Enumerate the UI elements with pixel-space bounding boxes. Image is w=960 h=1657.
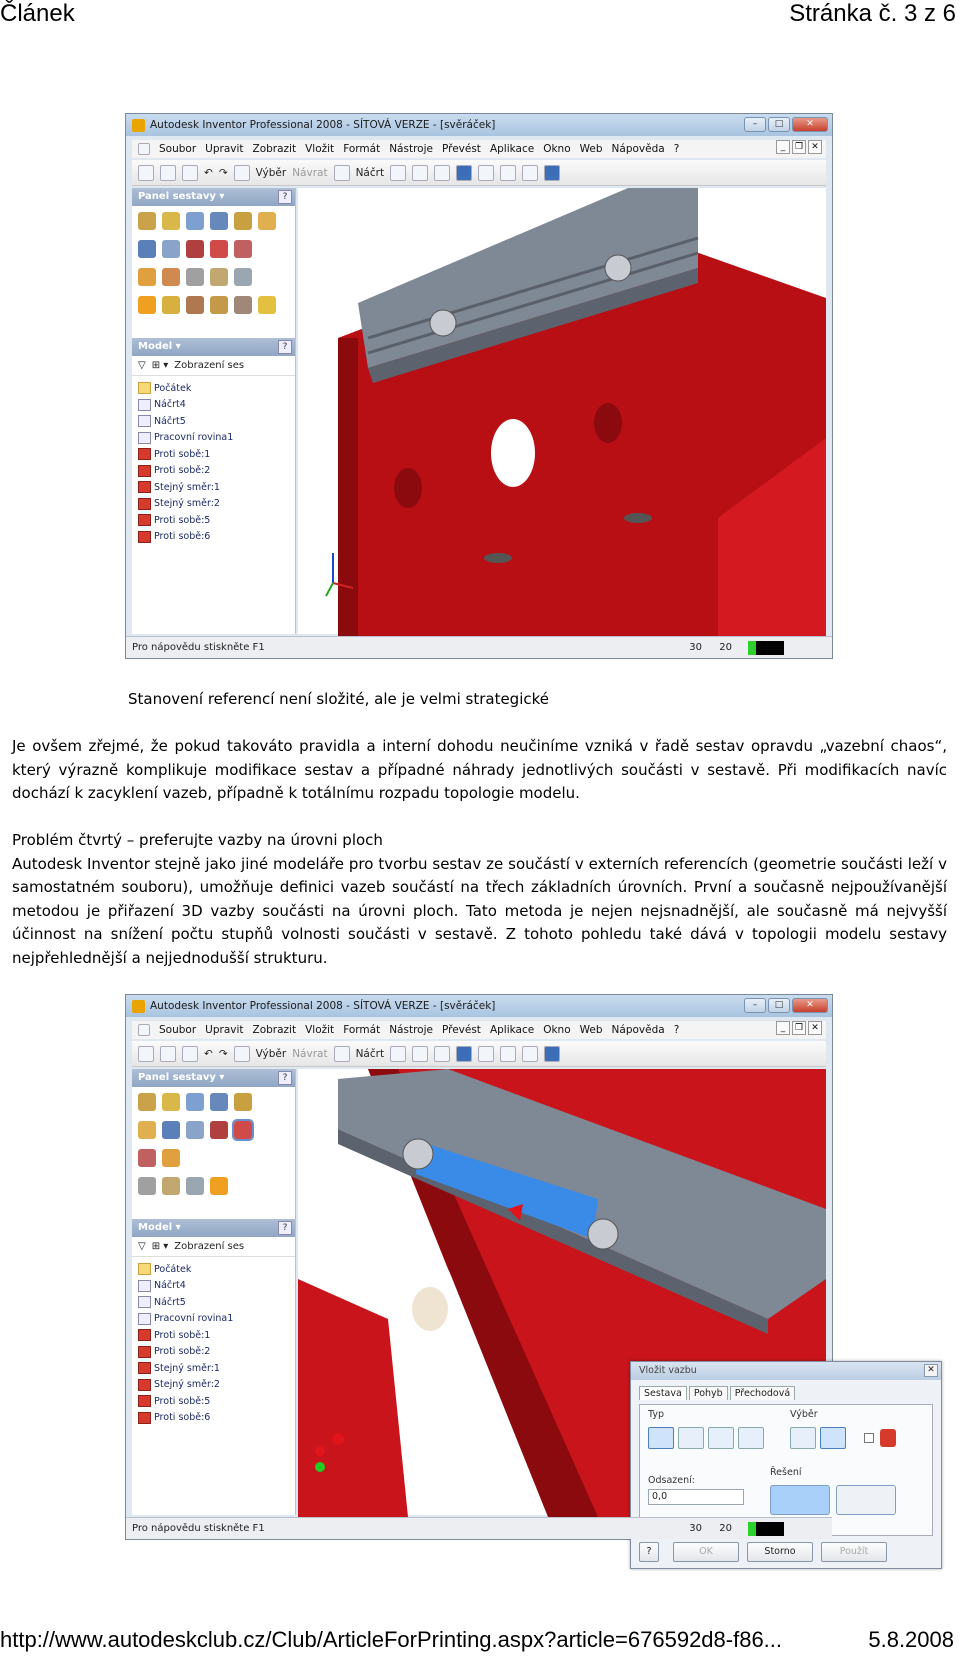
look-at-icon[interactable] xyxy=(522,165,538,181)
sketch-icon[interactable] xyxy=(334,1046,350,1062)
help-icon[interactable]: ? xyxy=(673,143,680,155)
tree-item[interactable]: Stejný směr:1 xyxy=(138,1360,295,1377)
menu-napoveda[interactable]: Nápověda xyxy=(611,143,665,155)
new-file-icon[interactable] xyxy=(138,1046,154,1062)
library-icon[interactable] xyxy=(186,296,204,314)
adaptive-icon[interactable] xyxy=(210,296,228,314)
open-file-icon[interactable] xyxy=(160,1046,176,1062)
redo-icon[interactable]: ↷ xyxy=(218,1047,228,1060)
window-title: Autodesk Inventor Professional 2008 - SÍTOVÁ VERZE - [svěráček] xyxy=(150,1000,496,1012)
select-tool-label[interactable]: Výběr xyxy=(255,166,287,179)
workplane-icon xyxy=(138,1313,151,1325)
menu-nastroje[interactable]: Nástroje xyxy=(389,143,433,155)
sketch-icon[interactable] xyxy=(334,165,350,181)
mdi-restore-icon[interactable]: ❐ xyxy=(792,140,806,154)
offset-input[interactable]: 0,0 xyxy=(648,1489,744,1505)
mate-constraint-icon xyxy=(138,1346,151,1358)
window-titlebar xyxy=(126,995,832,1017)
tree-item[interactable]: Stejný směr:2 xyxy=(138,496,295,513)
pick-part-icon xyxy=(880,1429,896,1447)
model-side-face xyxy=(338,338,358,636)
return-button[interactable]: Návrat xyxy=(292,166,328,179)
filter-icon[interactable]: ▽ xyxy=(138,1241,146,1252)
save-icon[interactable] xyxy=(182,165,198,181)
app-menu-icon[interactable] xyxy=(138,143,150,155)
constraint-icon[interactable] xyxy=(210,212,228,230)
inventor-app-icon xyxy=(132,119,145,132)
tree-item[interactable]: Proti sobě:5 xyxy=(138,512,295,529)
mate-constraint-icon xyxy=(138,465,151,477)
mate-constraint-icon xyxy=(138,514,151,526)
inventor-screenshot-2 xyxy=(125,994,935,1557)
menu-format[interactable]: Formát xyxy=(343,143,381,155)
browser-pane xyxy=(132,1069,296,1515)
status-count-1: 30 xyxy=(689,1523,702,1534)
footer-date: 5.8.2008 xyxy=(868,1627,954,1652)
offset-label: Odsazení: xyxy=(648,1475,695,1486)
insert-constraint-icon[interactable] xyxy=(234,1121,252,1139)
menu-vlozit[interactable]: Vložit xyxy=(305,1024,335,1036)
model-side-face xyxy=(298,1279,408,1517)
standard-toolbar xyxy=(132,1041,826,1067)
redo-icon[interactable]: ↷ xyxy=(218,166,228,179)
dialog-help-icon[interactable]: ? xyxy=(639,1542,659,1562)
app-menu-icon[interactable] xyxy=(138,1024,150,1036)
menu-aplikace[interactable]: Aplikace xyxy=(489,1024,535,1036)
create-component-icon[interactable] xyxy=(162,1093,180,1111)
tree-item[interactable]: Proti sobě:5 xyxy=(138,1393,295,1410)
minimize-icon[interactable]: – xyxy=(744,117,766,132)
paragraph-2 xyxy=(12,829,947,970)
tree-item[interactable]: Náčrt4 xyxy=(138,1278,295,1295)
dialog-title: Vložit vazbu xyxy=(631,1362,941,1380)
sketch-button[interactable]: Náčrt xyxy=(355,166,385,179)
rotate-component-icon[interactable] xyxy=(138,240,156,258)
status-count-2: 20 xyxy=(719,642,732,653)
flush-constraint-icon xyxy=(138,498,151,510)
pattern-icon[interactable] xyxy=(186,1093,204,1111)
menu-prevest[interactable]: Převést xyxy=(441,143,481,155)
pan-icon[interactable] xyxy=(456,165,472,181)
tree-item[interactable]: Pracovní rovina1 xyxy=(138,430,295,447)
move-icon[interactable] xyxy=(138,1121,156,1139)
bom-icon[interactable] xyxy=(162,296,180,314)
sketch-node-icon xyxy=(138,399,151,411)
grid-icon[interactable] xyxy=(186,268,204,286)
save-icon[interactable] xyxy=(182,1046,198,1062)
new-file-icon[interactable] xyxy=(138,165,154,181)
mate-icon[interactable] xyxy=(138,1149,156,1167)
tree-item[interactable]: Náčrt5 xyxy=(138,413,295,430)
open-file-icon[interactable] xyxy=(160,165,176,181)
close-icon[interactable]: ✕ xyxy=(792,998,828,1013)
filter-icon[interactable]: ▽ xyxy=(138,360,146,371)
undo-icon[interactable]: ↶ xyxy=(204,166,213,179)
panel-help-icon[interactable]: ? xyxy=(278,190,292,204)
weld-icon[interactable] xyxy=(138,268,156,286)
tab-motion[interactable]: Pohyb xyxy=(689,1386,728,1400)
menu-vlozit[interactable]: Vložit xyxy=(305,143,335,155)
return-button[interactable]: Návrat xyxy=(292,1047,328,1060)
assembly-panel-title: Panel sestavy ▾ xyxy=(138,1072,225,1083)
paragraph-2-text: Autodesk Inventor stejně jako jiné modeláře pro tvorbu sestav ze součástí v externích referencích (geometrie součásti leží v samostatném souboru), umožňuje definici vazeb součástí na třech základních úrovních. První a současně nejpoužívanější metodou je přiřazení 3D vazby součásti na úrovni ploch. Tato metoda je nejen nejsnadnější, ale současně má nejvyšší účinnost na snížení počtu stupňů volnosti součásti v sestavě. Z tohoto pohledu také dává v topologii modelu sestavy nejpřehlednější a nejjednodušší strukturu. xyxy=(12,854,947,967)
flush-solution-icon[interactable] xyxy=(836,1485,896,1515)
graphics-window[interactable] xyxy=(298,188,826,634)
sketch-node-icon xyxy=(138,415,151,427)
menu-upravit[interactable]: Upravit xyxy=(205,143,244,155)
paragraph-1 xyxy=(12,735,947,806)
footer-url[interactable]: http://www.autodeskclub.cz/Club/ArticleForPrinting.aspx?article=676592d8-f86... xyxy=(0,1627,783,1652)
box-icon[interactable] xyxy=(162,1177,180,1195)
menu-nastroje[interactable]: Nástroje xyxy=(389,1024,433,1036)
zoom-all-icon[interactable] xyxy=(390,165,406,181)
sheet-icon[interactable] xyxy=(186,1177,204,1195)
status-count-1: 30 xyxy=(689,642,702,653)
menu-prevest[interactable]: Převést xyxy=(441,1024,481,1036)
dialog-close-icon[interactable]: ✕ xyxy=(924,1364,938,1377)
sheet-icon[interactable] xyxy=(234,268,252,286)
mdi-minimize-icon[interactable]: _ xyxy=(776,140,790,154)
apply-button[interactable]: Použít xyxy=(821,1542,887,1562)
tree-item[interactable]: Proti sobě:2 xyxy=(138,1344,295,1361)
model-hole xyxy=(484,553,512,563)
weld-icon[interactable] xyxy=(162,1149,180,1167)
status-text: Pro nápovědu stiskněte F1 xyxy=(132,642,265,653)
assembly-panel-title: Panel sestavy ▾ xyxy=(138,191,225,202)
tree-options-icon[interactable]: ⊞ ▾ xyxy=(151,360,169,371)
place-component-icon[interactable] xyxy=(138,212,156,230)
tree-item[interactable]: Proti sobě:6 xyxy=(138,529,295,546)
cancel-button[interactable]: Storno xyxy=(747,1542,813,1562)
page-header-left: Článek xyxy=(0,0,75,27)
maximize-icon[interactable]: □ xyxy=(768,998,790,1013)
workpoint-icon[interactable] xyxy=(210,1177,228,1195)
section-icon[interactable] xyxy=(162,240,180,258)
status-count-2: 20 xyxy=(719,1523,732,1534)
menu-soubor[interactable]: Soubor xyxy=(159,1024,197,1036)
window-titlebar xyxy=(126,114,832,136)
mate-constraint-icon xyxy=(138,448,151,460)
mdi-close-icon[interactable]: ✕ xyxy=(808,1021,822,1035)
tree-item[interactable]: Náčrt5 xyxy=(138,1294,295,1311)
tree-item[interactable]: Stejný směr:1 xyxy=(138,479,295,496)
selection-group-label: Výběr xyxy=(790,1409,818,1420)
tab-transitional[interactable]: Přechodová xyxy=(730,1386,795,1400)
select-tool-icon[interactable] xyxy=(234,1046,250,1062)
assembly-panel-header[interactable] xyxy=(132,188,295,206)
model-hole xyxy=(594,403,622,443)
grid-icon[interactable] xyxy=(138,1177,156,1195)
menu-napoveda[interactable]: Nápověda xyxy=(611,1024,665,1036)
solution-group-label: Řešení xyxy=(770,1467,802,1478)
box-icon[interactable] xyxy=(210,268,228,286)
folder-icon xyxy=(138,1263,151,1275)
flush-constraint-icon xyxy=(138,1362,151,1374)
mate-solution-icon[interactable] xyxy=(770,1485,830,1515)
status-indicator xyxy=(748,641,784,655)
look-at-icon[interactable] xyxy=(522,1046,538,1062)
select-tool-icon[interactable] xyxy=(234,165,250,181)
triad-y-axis xyxy=(315,1446,325,1456)
menu-bar xyxy=(132,140,826,158)
mate-constraint-icon xyxy=(138,531,151,543)
bolt-icon[interactable] xyxy=(162,268,180,286)
model-hole xyxy=(491,419,535,487)
menu-okno[interactable]: Okno xyxy=(543,1024,571,1036)
tree-item[interactable]: Proti sobě:6 xyxy=(138,1410,295,1427)
model-hole xyxy=(394,468,422,508)
menu-zobrazit[interactable]: Zobrazit xyxy=(252,143,297,155)
page-header-right: Stránka č. 3 z 6 xyxy=(789,0,956,27)
maximize-icon[interactable]: □ xyxy=(768,117,790,132)
menu-zobrazit[interactable]: Zobrazit xyxy=(252,1024,297,1036)
mate-constraint-icon xyxy=(138,1395,151,1407)
help-icon[interactable]: ? xyxy=(673,1024,680,1036)
zoom-icon[interactable] xyxy=(434,1046,450,1062)
tree-item[interactable]: Náčrt4 xyxy=(138,397,295,414)
screw-head xyxy=(588,1219,618,1249)
zoom-selected-icon[interactable] xyxy=(478,1046,494,1062)
sketch-node-icon xyxy=(138,1280,151,1292)
pattern-icon[interactable] xyxy=(186,212,204,230)
cut-icon[interactable] xyxy=(210,1121,228,1139)
model-panel-title: Model ▾ xyxy=(138,1222,181,1233)
standard-toolbar xyxy=(132,160,826,186)
browser-pane xyxy=(132,188,296,634)
sketch-node-icon xyxy=(138,1296,151,1308)
mate-type-icon[interactable] xyxy=(648,1427,674,1449)
tree-display-label[interactable]: Zobrazení ses xyxy=(174,1241,245,1252)
rotate-icon[interactable] xyxy=(500,165,516,181)
undo-icon[interactable]: ↶ xyxy=(204,1047,213,1060)
panel-help-icon[interactable]: ? xyxy=(278,1071,292,1085)
model-tree xyxy=(132,376,295,545)
promote-icon[interactable] xyxy=(258,296,276,314)
triad-y-axis xyxy=(326,583,333,596)
figure-caption: Stanovení referencí není složité, ale je velmi strategické xyxy=(128,690,550,708)
menu-okno[interactable]: Okno xyxy=(543,143,571,155)
tree-item[interactable]: Proti sobě:2 xyxy=(138,463,295,480)
status-indicator xyxy=(748,1522,784,1536)
flush-constraint-icon xyxy=(138,1379,151,1391)
mate-icon[interactable] xyxy=(210,240,228,258)
triad-z-axis xyxy=(315,1462,325,1472)
display-mode-icon[interactable] xyxy=(544,1046,560,1062)
replace-icon[interactable] xyxy=(234,1093,252,1111)
rotate-icon[interactable] xyxy=(500,1046,516,1062)
tree-item[interactable]: Pracovní rovina1 xyxy=(138,1311,295,1328)
status-bar xyxy=(126,1517,832,1539)
tangent-type-icon[interactable] xyxy=(708,1427,734,1449)
assembly-panel-header[interactable] xyxy=(132,1069,295,1087)
close-icon[interactable]: ✕ xyxy=(792,117,828,132)
create-component-icon[interactable] xyxy=(162,212,180,230)
mdi-restore-icon[interactable]: ❐ xyxy=(792,1021,806,1035)
menu-aplikace[interactable]: Aplikace xyxy=(489,143,535,155)
rotate-component-icon[interactable] xyxy=(162,1121,180,1139)
ok-button[interactable]: OK xyxy=(673,1542,739,1562)
screw-head xyxy=(403,1139,433,1169)
menu-soubor[interactable]: Soubor xyxy=(159,143,197,155)
window-title: Autodesk Inventor Professional 2008 - SÍTOVÁ VERZE - [svěráček] xyxy=(150,119,496,131)
constraint-icon[interactable] xyxy=(210,1093,228,1111)
selection-1-icon[interactable] xyxy=(790,1427,816,1449)
model-panel-header[interactable] xyxy=(132,1219,295,1237)
workplane-icon xyxy=(138,432,151,444)
select-tool-label[interactable]: Výběr xyxy=(255,1047,287,1060)
mdi-close-icon[interactable]: ✕ xyxy=(808,140,822,154)
zoom-selected-icon[interactable] xyxy=(478,165,494,181)
section-icon[interactable] xyxy=(186,1121,204,1139)
pick-part-first-checkbox[interactable] xyxy=(864,1433,874,1443)
tree-display-label[interactable]: Zobrazení ses xyxy=(174,360,245,371)
demote-icon[interactable] xyxy=(234,296,252,314)
folder-icon xyxy=(138,382,151,394)
mdi-minimize-icon[interactable]: _ xyxy=(776,1021,790,1035)
model-panel-header[interactable] xyxy=(132,338,295,356)
angle-type-icon[interactable] xyxy=(678,1427,704,1449)
tree-item[interactable]: Proti sobě:1 xyxy=(138,1327,295,1344)
move-icon[interactable] xyxy=(258,212,276,230)
type-group-label: Typ xyxy=(648,1409,664,1420)
screw-head xyxy=(430,310,456,336)
pan-icon[interactable] xyxy=(456,1046,472,1062)
menu-web[interactable]: Web xyxy=(579,1024,603,1036)
tree-item[interactable]: Proti sobě:1 xyxy=(138,446,295,463)
model-panel-title: Model ▾ xyxy=(138,341,181,352)
inventor-screenshot-1 xyxy=(125,113,833,659)
place-component-icon[interactable] xyxy=(138,1093,156,1111)
display-mode-icon[interactable] xyxy=(544,165,560,181)
model-help-icon[interactable]: ? xyxy=(278,1221,292,1235)
cut-icon[interactable] xyxy=(186,240,204,258)
model-part xyxy=(412,1287,448,1331)
section-heading: Problém čtvrtý – preferujte vazby na úrovni ploch xyxy=(12,831,383,849)
screw-head xyxy=(605,255,631,281)
menu-web[interactable]: Web xyxy=(579,143,603,155)
menu-format[interactable]: Formát xyxy=(343,1024,381,1036)
tab-assembly[interactable]: Sestava xyxy=(639,1386,687,1400)
zoom-window-icon[interactable] xyxy=(412,165,428,181)
zoom-window-icon[interactable] xyxy=(412,1046,428,1062)
inventor-app-icon xyxy=(132,1000,145,1013)
mate-constraint-icon xyxy=(138,1329,151,1341)
insert-type-icon[interactable] xyxy=(738,1427,764,1449)
tree-item[interactable]: Počátek xyxy=(138,1261,295,1278)
zoom-icon[interactable] xyxy=(434,165,450,181)
model-help-icon[interactable]: ? xyxy=(278,340,292,354)
tree-item[interactable]: Počátek xyxy=(138,380,295,397)
selection-2-icon[interactable] xyxy=(820,1427,846,1449)
model-tree xyxy=(132,1257,295,1426)
tree-item[interactable]: Stejný směr:2 xyxy=(138,1377,295,1394)
mate-constraint-icon xyxy=(138,1412,151,1424)
tree-options-icon[interactable]: ⊞ ▾ xyxy=(151,1241,169,1252)
status-text: Pro nápovědu stiskněte F1 xyxy=(132,1523,265,1534)
workpoint-icon[interactable] xyxy=(138,296,156,314)
triad-x-axis xyxy=(332,1433,344,1445)
replace-icon[interactable] xyxy=(234,212,252,230)
vise-model-render-1 xyxy=(298,188,826,636)
zoom-all-icon[interactable] xyxy=(390,1046,406,1062)
menu-upravit[interactable]: Upravit xyxy=(205,1024,244,1036)
paragraph-1-text: Je ovšem zřejmé, že pokud takováto pravidla a interní dohodu neučiníme vzniká v řadě sestav opravdu „vazební chaos“, který výrazně komplikuje modifikace sestav a případné náhrady jednotlivých součásti v sestavě. Při modifikacích navíc dochází k zacyklení vazeb, případně k totálnímu rozpadu topologie modelu. xyxy=(12,737,947,802)
status-bar xyxy=(126,636,832,658)
menu-bar xyxy=(132,1021,826,1039)
minimize-icon[interactable]: – xyxy=(744,998,766,1013)
insert-constraint-icon[interactable] xyxy=(234,240,252,258)
model-hole xyxy=(624,513,652,523)
sketch-button[interactable]: Náčrt xyxy=(355,1047,385,1060)
flush-constraint-icon xyxy=(138,481,151,493)
